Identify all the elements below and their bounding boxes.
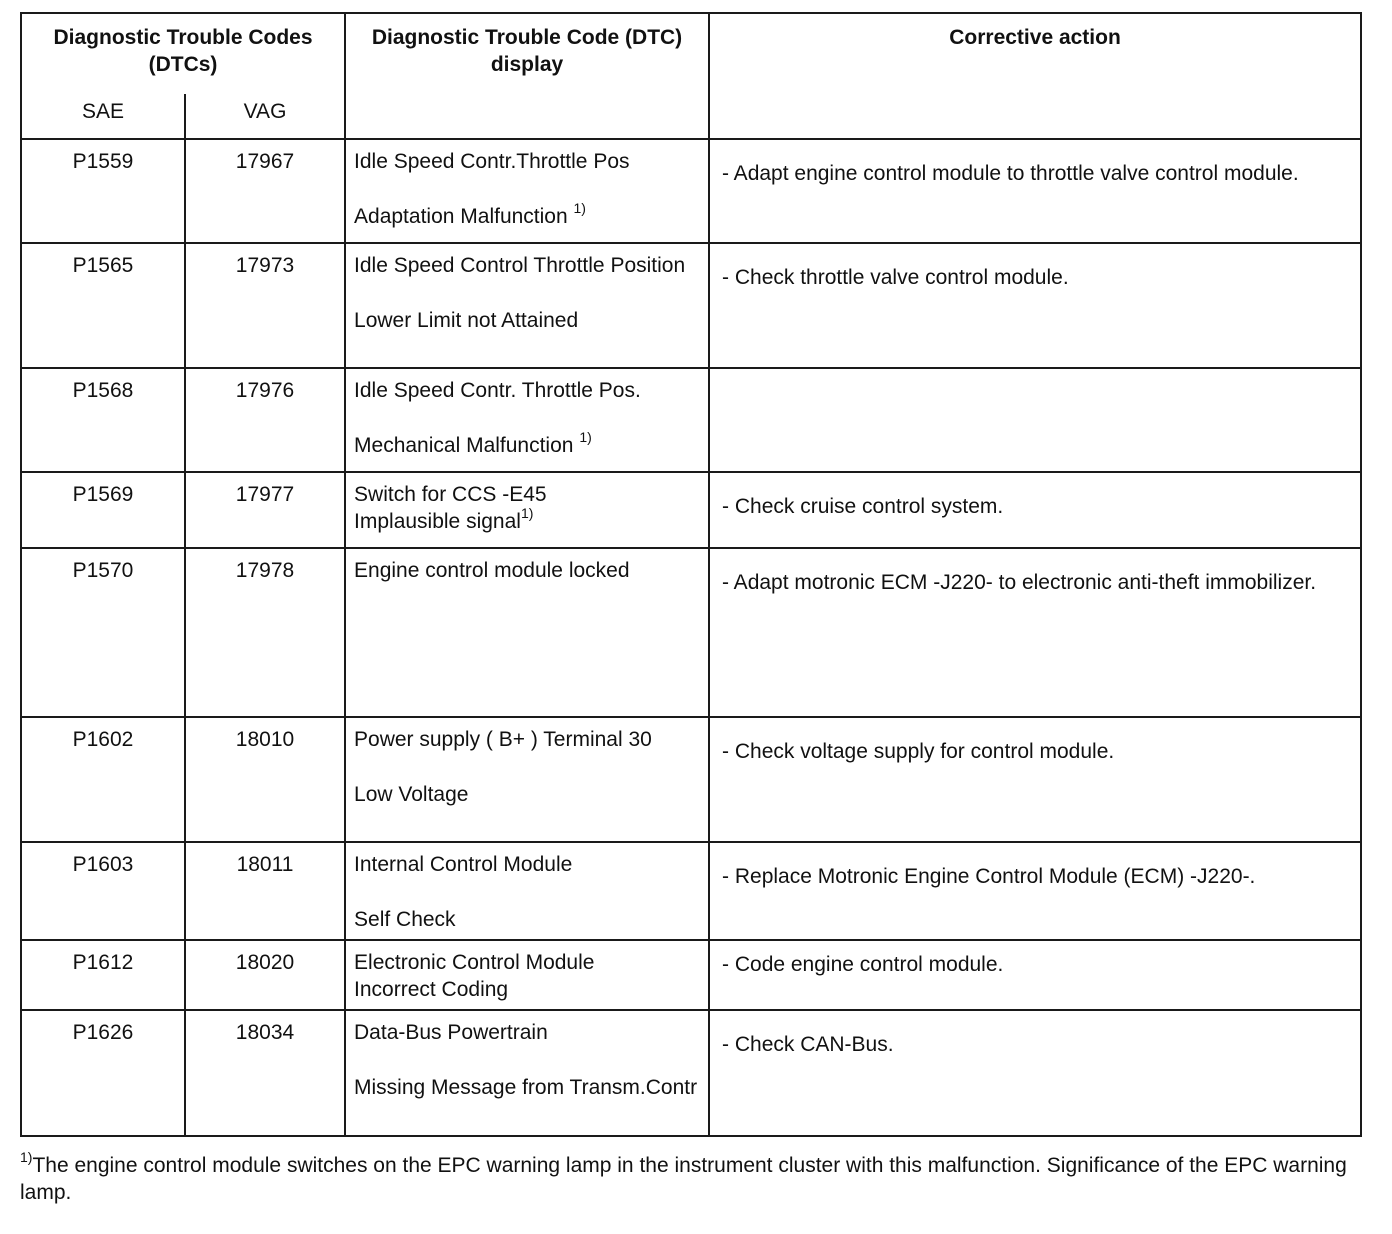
vag-code: 17976 xyxy=(185,368,345,472)
dtc-display xyxy=(345,548,709,717)
display-line2: Lower Limit not Attained xyxy=(354,309,579,332)
header-row xyxy=(21,13,1361,94)
sae-code: P1568 xyxy=(21,368,185,472)
sae-code: P1602 xyxy=(21,717,185,842)
footnote-text: The engine control module switches on the EPC warning lamp in the instrument cluster with this malfunction. Significance of the EPC warning lamp. xyxy=(20,1154,1347,1204)
sae-code: P1570 xyxy=(21,548,185,717)
footnote-mark: 1) xyxy=(20,1149,33,1165)
header-sae-label: SAE xyxy=(21,94,185,139)
header-display-title: Diagnostic Trouble Code (DTC) display xyxy=(345,13,709,139)
corrective-action: - Check throttle valve control module. xyxy=(709,243,1361,368)
corrective-action: - Adapt motronic ECM -J220- to electronic anti-theft immobilizer. xyxy=(709,548,1361,717)
header-vag-label: VAG xyxy=(185,94,345,139)
display-line1: Internal Control Module xyxy=(354,853,573,876)
dtc-table xyxy=(20,12,1362,1137)
corrective-action: - Check voltage supply for control module. xyxy=(709,717,1361,842)
vag-code: 17967 xyxy=(185,139,345,243)
dtc-display xyxy=(345,243,709,368)
display-line1: Idle Speed Contr. Throttle Pos. xyxy=(354,379,641,402)
display-line1: Idle Speed Contr.Throttle Pos xyxy=(354,150,630,173)
corrective-action: - Code engine control module. xyxy=(709,940,1361,1010)
display-line1: Switch for CCS -E45 xyxy=(354,483,547,506)
table-row xyxy=(21,243,1361,368)
vag-code: 18010 xyxy=(185,717,345,842)
table-row xyxy=(21,717,1361,842)
vag-code: 18020 xyxy=(185,940,345,1010)
sae-code: P1565 xyxy=(21,243,185,368)
display-line1: Idle Speed Control Throttle Position xyxy=(354,254,686,277)
vag-code: 18034 xyxy=(185,1010,345,1136)
display-line1: Electronic Control Module xyxy=(354,951,595,974)
table-row xyxy=(21,548,1361,717)
vag-code: 17978 xyxy=(185,548,345,717)
header-codes-title: Diagnostic Trouble Codes (DTCs) xyxy=(21,13,345,94)
dtc-display xyxy=(345,940,709,1010)
corrective-action: - Adapt engine control module to throttle valve control module. xyxy=(709,139,1361,243)
dtc-display xyxy=(345,139,709,243)
footnote xyxy=(20,1149,1360,1206)
table-row xyxy=(21,368,1361,472)
header-action-title: Corrective action xyxy=(709,13,1361,139)
corrective-action: - Check cruise control system. xyxy=(709,472,1361,548)
display-line2: Low Voltage xyxy=(354,783,469,806)
dtc-display xyxy=(345,1010,709,1136)
display-line1: Engine control module locked xyxy=(354,559,630,582)
display-line2: Mechanical Malfunction xyxy=(354,434,574,457)
display-line2: Missing Message from Transm.Contr xyxy=(354,1076,698,1099)
display-line2: Incorrect Coding xyxy=(354,978,509,1001)
footnote-mark: 1) xyxy=(579,429,592,445)
display-line2: Adaptation Malfunction xyxy=(354,205,568,228)
sae-code: P1559 xyxy=(21,139,185,243)
corrective-action: - Check CAN-Bus. xyxy=(709,1010,1361,1136)
dtc-display xyxy=(345,842,709,940)
footnote-mark: 1) xyxy=(573,200,586,216)
display-line2: Self Check xyxy=(354,908,456,931)
table-row xyxy=(21,842,1361,940)
vag-code: 17977 xyxy=(185,472,345,548)
sae-code: P1569 xyxy=(21,472,185,548)
dtc-display xyxy=(345,717,709,842)
sae-code: P1603 xyxy=(21,842,185,940)
dtc-display xyxy=(345,368,709,472)
corrective-action: - Replace Motronic Engine Control Module (ECM) -J220-. xyxy=(709,842,1361,940)
table-row xyxy=(21,139,1361,243)
dtc-display xyxy=(345,472,709,548)
display-line1: Power supply ( B+ ) Terminal 30 xyxy=(354,728,652,751)
table-row xyxy=(21,940,1361,1010)
vag-code: 18011 xyxy=(185,842,345,940)
table-row xyxy=(21,472,1361,548)
vag-code: 17973 xyxy=(185,243,345,368)
footnote-mark: 1) xyxy=(520,505,534,521)
corrective-action xyxy=(709,368,1361,472)
sae-code: P1626 xyxy=(21,1010,185,1136)
display-line1: Data-Bus Powertrain xyxy=(354,1021,548,1044)
sae-code: P1612 xyxy=(21,940,185,1010)
display-line2: Implausible signal xyxy=(354,510,521,533)
table-row xyxy=(21,1010,1361,1136)
